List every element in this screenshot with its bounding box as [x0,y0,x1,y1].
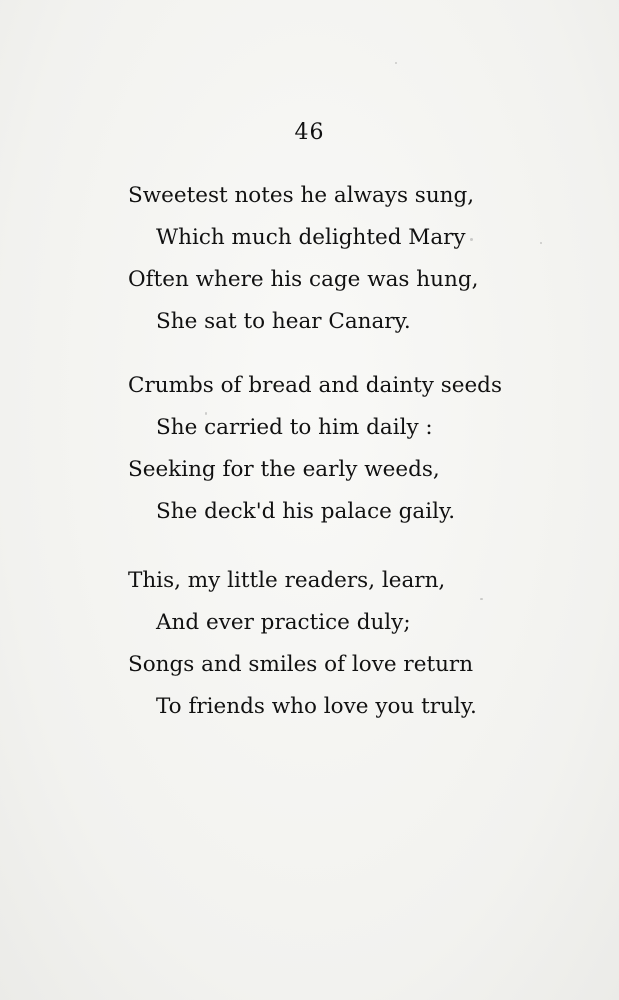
paper-speck [480,598,483,600]
stanza-3 [128,560,598,728]
poem-line: To friends who love you truly. [156,694,477,719]
poem-line: Sweetest notes he always sung, [128,183,475,208]
poem-line: Songs and smiles of love return [128,652,474,677]
stanza-2 [128,365,598,533]
paper-speck [395,62,397,64]
poem-line: This, my little readers, learn, [128,568,446,593]
poem-line: She sat to hear Canary. [156,309,411,334]
poem-line: Seeking for the early weeds, [128,457,440,482]
paper-speck [470,238,473,241]
poem-line: And ever practice duly; [156,610,411,635]
poem-line: Crumbs of bread and dainty seeds [128,373,502,398]
poem-line: She carried to him daily : [156,415,433,440]
poem-line: She deck'd his palace gaily. [156,499,456,524]
page-number: 46 [294,120,325,145]
paper-speck [540,242,542,244]
paper-speck [205,412,207,415]
poem-line: Which much delighted Mary [156,225,466,250]
stanza-1 [128,175,598,343]
poem-line: Often where his cage was hung, [128,267,479,292]
